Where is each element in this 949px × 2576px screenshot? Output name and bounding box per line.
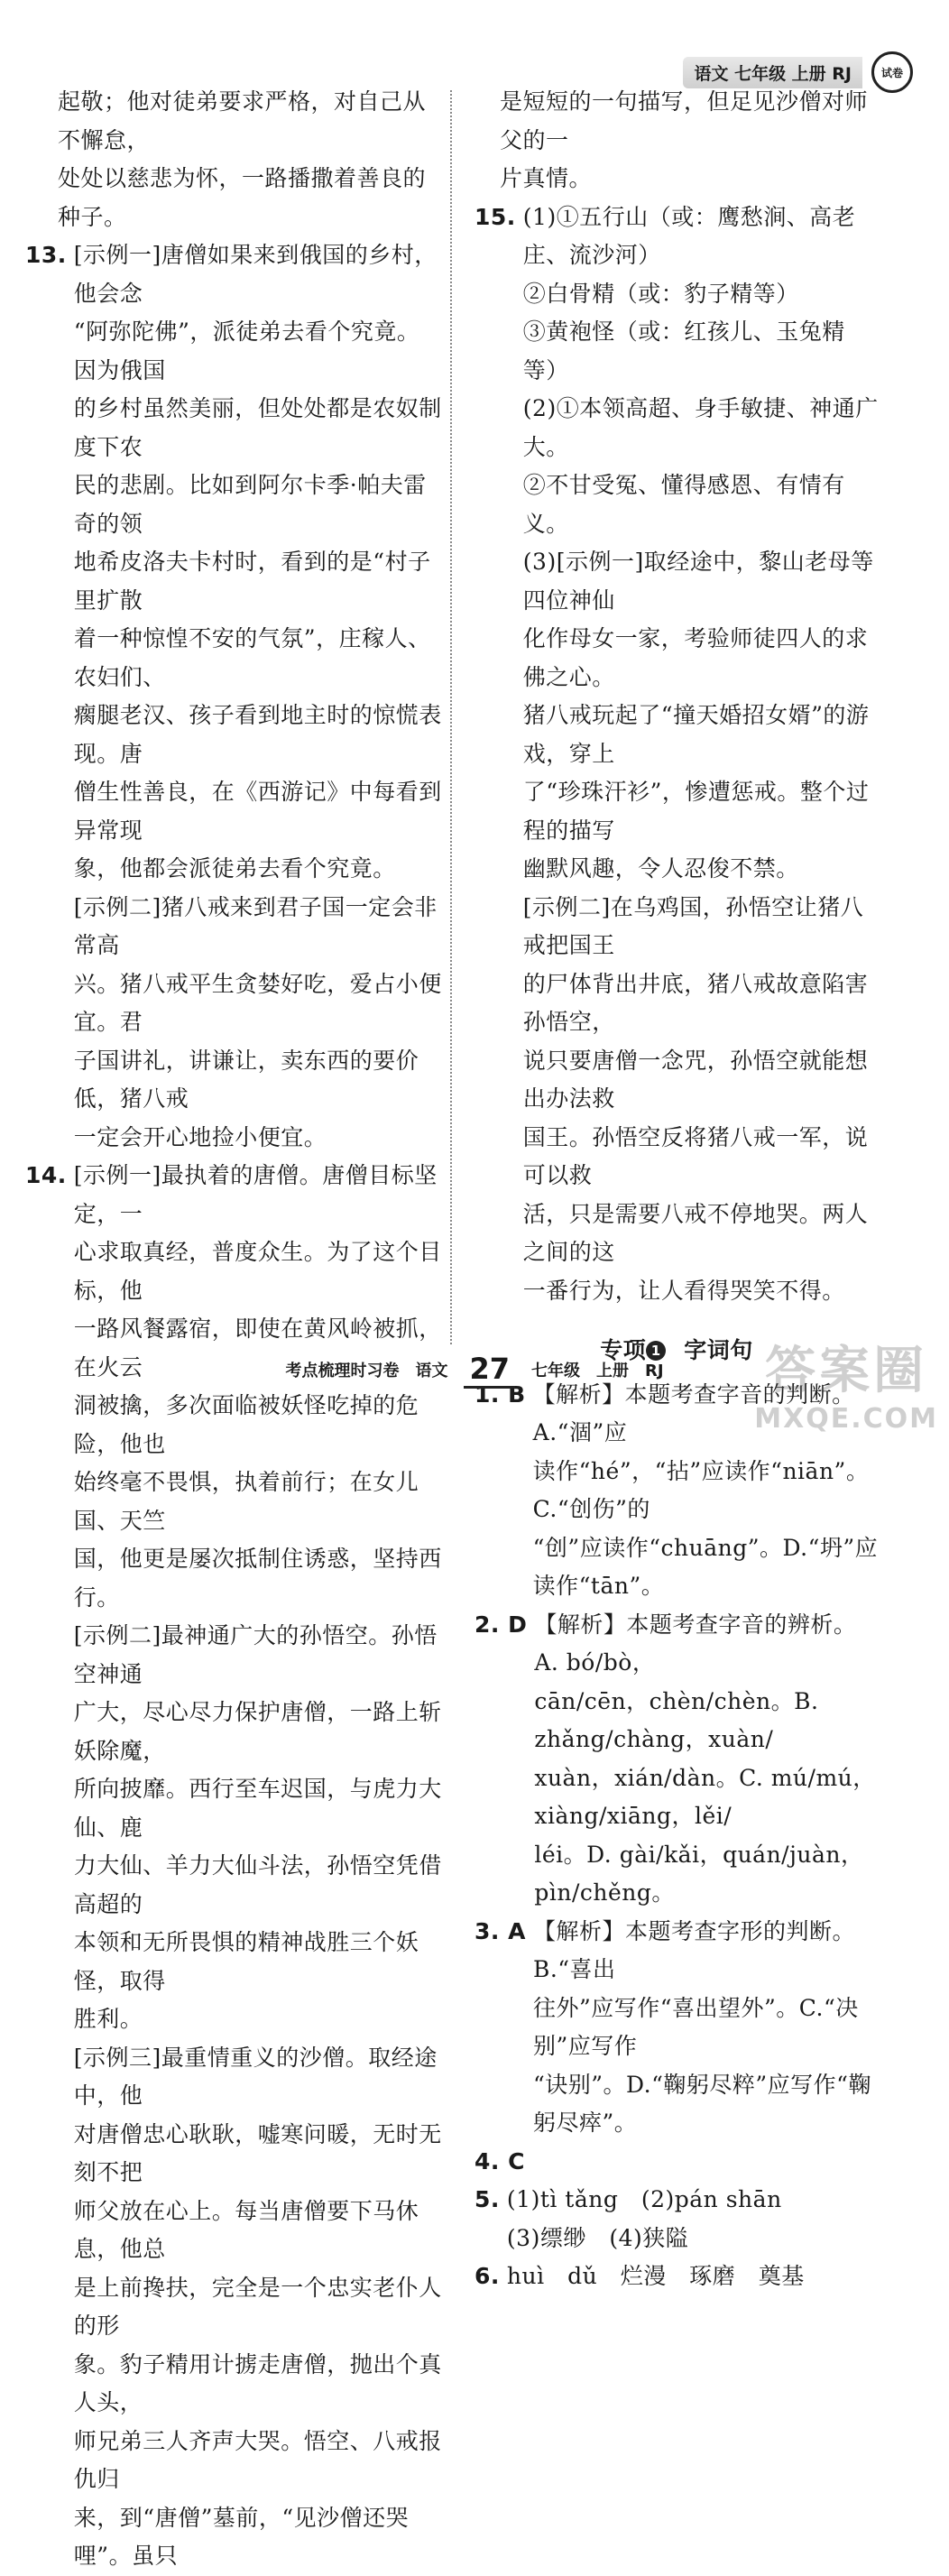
text-line: 对唐僧忠心耿耿，嘘寒问暖，无时无刻不把 — [73, 2120, 442, 2185]
text-line: 幽默风趣，令人忍俊不禁。 — [522, 855, 799, 882]
question-15 — [474, 199, 879, 1311]
text-line: [示例二]最神通广大的孙悟空。孙悟空神通 — [73, 1622, 438, 1687]
answer-number: 3. A — [474, 1917, 526, 1944]
text-line: 活，只是需要八戒不停地哭。两人之间的这 — [522, 1200, 869, 1265]
text-line: 是上前搀扶，完全是一个忠实老仆人的形 — [73, 2274, 442, 2339]
text-line: 的尸体背出井底，猪八戒故意陷害孙悟空， — [522, 970, 869, 1035]
text-line: 广大，尽心尽力保护唐僧，一路上斩妖除魔， — [73, 1699, 442, 1764]
text-line: [示例一]最执着的唐僧。唐僧目标坚定，一 — [73, 1162, 438, 1227]
text-line: [示例三]最重情重义的沙僧。取经途中，他 — [73, 2044, 438, 2109]
watermark-logo — [754, 1331, 938, 1435]
text-line: 一路风餐露宿，即使在黄风岭被抓，在火云 — [73, 1316, 442, 1380]
text-line: [示例二]猪八戒来到君子国一定会非常高 — [73, 893, 438, 958]
text-line: 了“珍珠汗衫”，惨遭惩戒。整个过程的描写 — [522, 779, 870, 844]
text-line: 瘸腿老汉、孩子看到地主时的惊慌表现。唐 — [73, 702, 442, 767]
text-line: 子国讲礼，讲谦让，卖东西的要价低，猪八戒 — [73, 1047, 419, 1112]
answer-5 — [474, 2181, 879, 2257]
text-line: 地希皮洛夫卡村时，看到的是“村子里扩散 — [73, 549, 431, 614]
text-line: 化作母女一家，考验师徒四人的求佛之心。 — [522, 625, 869, 690]
text-line: ②白骨精（或：豹子精等） — [522, 280, 799, 307]
text-line: 兴。猪八戒平生贪婪好吃，爱占小便宜。君 — [73, 970, 442, 1035]
text-line: 的乡村虽然美丽，但处处都是农奴制度下农 — [73, 395, 442, 460]
column-divider — [450, 90, 452, 1344]
text-line: xuàn，xián/dàn。C. mú/mú，xiàng/xiāng，lěi/ — [534, 1764, 876, 1829]
answer-2 — [474, 1606, 879, 1913]
text-line: “阿弥陀佛”，派徒弟去看个究竟。因为俄国 — [73, 319, 420, 383]
text-line: 象。豹子精用计掳走唐僧，抛出个真人头， — [73, 2350, 442, 2415]
text-line: 着一种惊惶不安的气氛”，庄稼人、农妇们、 — [73, 625, 431, 690]
text-line: [示例一]唐僧如果来到俄国的乡村，他会念 — [73, 242, 438, 307]
text-line: 读作“hé”，“拈”应读作“niān”。C.“创伤”的 — [532, 1457, 870, 1522]
text-line: huì dǔ 烂漫 琢磨 奠基 — [506, 2263, 805, 2289]
text-line: 猪八戒玩起了“撞天婚招女婿”的游戏，穿上 — [522, 702, 870, 767]
text-line: 一定会开心地捡小便宜。 — [73, 1123, 327, 1150]
text-line: [示例二]在乌鸡国，孙悟空让猪八戒把国王 — [522, 893, 864, 958]
text-line: 师兄弟三人齐声大哭。悟空、八戒报仇归 — [73, 2427, 442, 2492]
text-line: (1)tì tǎng (2)pán shān — [506, 2186, 782, 2212]
text-line: 处处以慈悲为怀，一路播撒着善良的种子。 — [58, 165, 427, 230]
text-line: 始终毫不畏惧，执着前行；在女儿国、天竺 — [73, 1469, 419, 1534]
text-line: 力大仙、羊力大仙斗法，孙悟空凭借高超的 — [73, 1852, 442, 1917]
section-number-icon: 1 — [646, 1341, 666, 1361]
right-column — [474, 83, 879, 2296]
text-line: 一番行为，让人看得哭笑不得。 — [522, 1277, 845, 1304]
header-tag: 语文 七年级 上册 RJ — [683, 57, 862, 88]
text-line: 胜利。 — [73, 2006, 143, 2032]
text-line: 本领和无所畏惧的精神战胜三个妖怪，取得 — [73, 1929, 419, 1994]
question-13 — [25, 236, 442, 1157]
text-line: 起敬；他对徒弟要求严格，对自己从不懈怠， — [58, 88, 427, 153]
answer-6 — [474, 2257, 879, 2296]
text-line: 国王。孙悟空反将猪八戒一军，说可以救 — [522, 1123, 869, 1188]
answer-4 — [474, 2143, 879, 2182]
left-column — [25, 83, 442, 2576]
text-line: “创”应读作“chuāng”。D.“坍”应读作“tān”。 — [532, 1534, 879, 1599]
header-badge-icon: 试卷 — [871, 51, 913, 93]
text-line: ③黄袍怪（或：红孩儿、玉兔精等） — [522, 319, 845, 383]
text-line: 【解析】本题考查字音的判断。A.“涸”应 — [532, 1380, 855, 1445]
watermark-bottom: MXQE.COM — [754, 1403, 938, 1435]
section-name: 字词句 — [684, 1337, 753, 1363]
section-prefix: 专项 — [600, 1337, 647, 1363]
answer-number: 5. — [474, 2186, 500, 2212]
question-number: 13. — [25, 242, 67, 268]
text-line: 往外”应写作“喜出望外”。C.“决别”应写作 — [532, 1994, 859, 2059]
answer-number: 1. B — [474, 1380, 526, 1408]
text-line: (2)①本领高超、身手敏捷、神通广大。 — [522, 395, 879, 460]
text-line: (1)①五行山（或：鹰愁涧、高老庄、流沙河） — [522, 203, 856, 268]
text-line: 片真情。 — [500, 165, 593, 191]
text-line: cān/cēn，chèn/chèn。B. zhǎng/chàng，xuàn/ — [534, 1687, 819, 1752]
watermark-top: 答案圈 — [765, 1342, 928, 1400]
text-line: (3)缥缈 (4)狭隘 — [506, 2224, 689, 2251]
text-line: 国，他更是屡次抵制住诱惑，坚持西行。 — [73, 1546, 442, 1611]
text-line: 洞被擒，多次面临被妖怪吃掉的危险，他也 — [73, 1392, 419, 1457]
text-line: (3)[示例一]取经途中，黎山老母等四位神仙 — [522, 549, 874, 614]
text-line: 说只要唐僧一念咒，孙悟空就能想出办法救 — [522, 1047, 869, 1112]
answer-3 — [474, 1913, 879, 2143]
answer-number: 6. — [474, 2263, 500, 2289]
text-line: léi。D. gài/kǎi，quán/juàn，pìn/chěng。 — [534, 1841, 864, 1906]
answer-number: 4. C — [474, 2147, 525, 2174]
text-line: 象，他都会派徒弟去看个究竟。 — [73, 855, 396, 882]
question-number: 15. — [474, 203, 516, 230]
text-line: 【解析】本题考查字形的判断。B.“喜出 — [532, 1917, 855, 1982]
text-line: 所向披靡。西行至车迟国，与虎力大仙、鹿 — [73, 1776, 442, 1841]
text-line: 僧生性善良，在《西游记》中每看到异常现 — [73, 779, 442, 844]
answer-number: 2. D — [474, 1611, 528, 1638]
text-line: “诀别”。D.“鞠躬尽粹”应写作“鞠躬尽瘁”。 — [532, 2071, 871, 2136]
text-line: 【解析】本题考查字音的辨析。A. bó/bò， — [534, 1611, 857, 1676]
text-line: 是短短的一句描写，但足见沙僧对师父的一 — [500, 88, 869, 153]
question-number: 14. — [25, 1162, 67, 1188]
footer-grade: 七年级 上册 RJ — [530, 1362, 664, 1380]
footer-book-title: 考点梳理时习卷 语文 — [285, 1362, 448, 1380]
text-line: 来，到“唐僧”墓前，“见沙僧还哭哩”。虽只 — [73, 2504, 410, 2569]
page-number: 27 — [464, 1352, 515, 1389]
text-line: 师父放在心上。每当唐僧要下马休息，他总 — [73, 2197, 419, 2262]
text-line: 民的悲剧。比如到阿尔卡季·帕夫雷奇的领 — [73, 472, 427, 537]
text-line: 心求取真经，普度众生。为了这个目标，他 — [73, 1239, 442, 1304]
text-line: ②不甘受冤、懂得感恩、有情有义。 — [522, 472, 845, 537]
